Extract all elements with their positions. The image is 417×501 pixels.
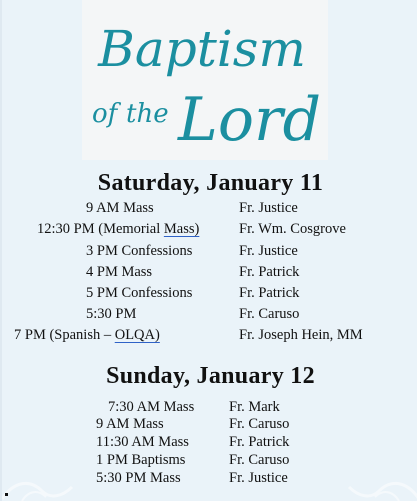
- schedule-row: [2, 200, 417, 218]
- priest-label: Fr. Patrick: [239, 264, 300, 280]
- event-label: 11:30 AM Mass: [96, 434, 189, 450]
- schedule-row: [2, 452, 417, 470]
- priest-label: Fr. Patrick: [229, 434, 290, 450]
- priest-label: Fr. Caruso: [239, 306, 300, 322]
- schedule-row: [2, 221, 417, 239]
- priest-label: Fr. Mark: [229, 399, 280, 415]
- event-label: 5:30 PM: [86, 306, 137, 322]
- event-underlined-text: OLQA): [114, 327, 160, 343]
- schedule-row: [2, 399, 417, 417]
- event-text: 12:30 PM (Memorial: [37, 221, 164, 237]
- saturday-heading: Saturday, January 11: [97, 170, 324, 196]
- title-the: the: [126, 99, 169, 129]
- corner-ornament-right: [329, 473, 417, 501]
- schedule-row: [2, 264, 417, 282]
- priest-label: Fr. Justice: [229, 470, 288, 486]
- title-baptism: Baptism: [98, 20, 306, 78]
- schedule-row: [2, 327, 417, 345]
- schedule-row: [2, 306, 417, 324]
- priest-label: Fr. Caruso: [229, 452, 290, 468]
- event-label: [37, 221, 199, 238]
- event-label: [14, 327, 160, 344]
- priest-label: Fr. Wm. Cosgrove: [239, 221, 346, 237]
- event-label: 9 AM Mass: [96, 416, 164, 432]
- event-label: 1 PM Baptisms: [96, 452, 186, 468]
- priest-label: Fr. Caruso: [229, 416, 290, 432]
- event-label: 7:30 AM Mass: [108, 399, 195, 415]
- schedule-row: [2, 434, 417, 452]
- event-text: 7 PM (Spanish –: [14, 327, 115, 343]
- schedule-row: [2, 285, 417, 303]
- baptism-of-the-lord-title: [82, 4, 328, 160]
- event-underlined-text: Mass): [163, 221, 200, 237]
- event-label: 5:30 PM Mass: [96, 470, 181, 486]
- event-label: 4 PM Mass: [86, 264, 153, 280]
- event-label: 3 PM Confessions: [86, 243, 193, 259]
- corner-ornament-left: [2, 473, 92, 501]
- event-label: 5 PM Confessions: [86, 285, 193, 301]
- title-of: of: [92, 99, 118, 129]
- priest-label: Fr. Justice: [239, 243, 298, 259]
- event-label: 9 AM Mass: [86, 200, 154, 216]
- text-cursor: [5, 493, 8, 496]
- priest-label: Fr. Patrick: [239, 285, 300, 301]
- priest-label: Fr. Justice: [239, 200, 298, 216]
- schedule-row: [2, 416, 417, 434]
- priest-label: Fr. Joseph Hein, MM: [239, 327, 363, 343]
- schedule-row: [2, 243, 417, 261]
- title-lord: Lord: [178, 85, 322, 155]
- sunday-heading: Sunday, January 12: [106, 363, 315, 389]
